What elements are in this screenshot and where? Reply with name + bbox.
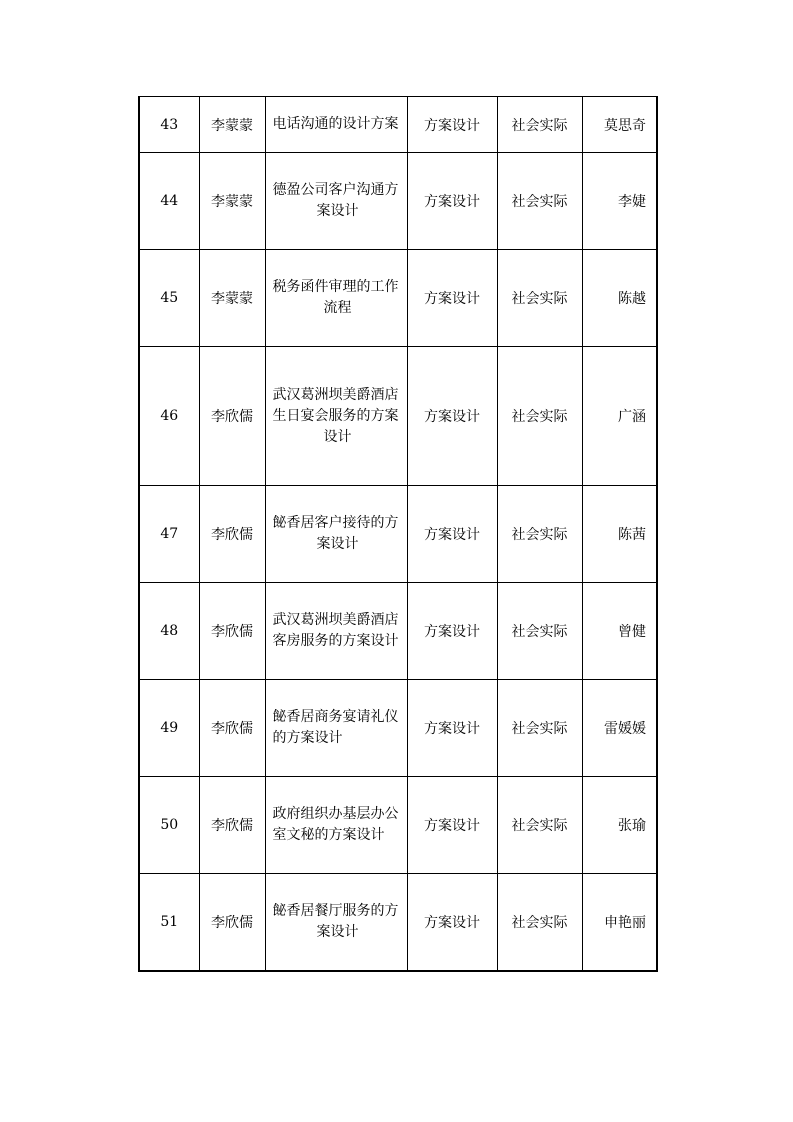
row-number-cell: 44 — [139, 153, 199, 250]
type-cell: 方案设计 — [407, 583, 497, 680]
row-number-cell: 50 — [139, 777, 199, 874]
student-cell: 张瑜 — [582, 777, 657, 874]
topic-table — [138, 96, 658, 972]
topic-line: 税务函件审理的工作 — [272, 279, 399, 295]
table-row — [139, 777, 657, 874]
topic-line: 客房服务的方案设计 — [272, 633, 399, 649]
topic-line: 武汉葛洲坝美爵酒店 — [272, 386, 399, 403]
teacher-cell: 李欣儒 — [199, 486, 265, 583]
source-cell: 社会实际 — [497, 874, 582, 971]
student-cell: 陈越 — [582, 250, 657, 347]
topic-line: 设计 — [323, 428, 352, 445]
topic-line: 室文秘的方案设计 — [272, 827, 385, 843]
student-cell: 李婕 — [582, 153, 657, 250]
topic-line: 武汉葛洲坝美爵酒店 — [272, 612, 399, 628]
topic-line: 政府组织办基层办公 — [272, 806, 399, 822]
table-row — [139, 874, 657, 971]
source-cell: 社会实际 — [497, 250, 582, 347]
table-row — [139, 153, 657, 250]
student-cell: 陈茜 — [582, 486, 657, 583]
table-row — [139, 347, 657, 486]
topic-line: 电话沟通的设计方案 — [272, 116, 399, 132]
type-cell: 方案设计 — [407, 680, 497, 777]
table-row — [139, 680, 657, 777]
type-cell: 方案设计 — [407, 250, 497, 347]
teacher-cell: 李蒙蒙 — [199, 250, 265, 347]
teacher-cell: 李欣儒 — [199, 583, 265, 680]
row-number-cell: 47 — [139, 486, 199, 583]
row-number-cell: 43 — [139, 97, 199, 153]
row-number-cell: 45 — [139, 250, 199, 347]
teacher-cell: 李蒙蒙 — [199, 153, 265, 250]
table-row — [139, 97, 657, 153]
topic-cell — [265, 680, 407, 777]
table-row — [139, 486, 657, 583]
teacher-cell: 李蒙蒙 — [199, 97, 265, 153]
table-body — [139, 97, 657, 971]
topic-cell — [265, 347, 407, 486]
source-cell: 社会实际 — [497, 486, 582, 583]
topic-cell — [265, 777, 407, 874]
source-cell: 社会实际 — [497, 583, 582, 680]
topic-line: 案设计 — [316, 203, 359, 219]
topic-cell — [265, 874, 407, 971]
type-cell: 方案设计 — [407, 153, 497, 250]
type-cell: 方案设计 — [407, 777, 497, 874]
source-cell: 社会实际 — [497, 347, 582, 486]
topic-line: 飶香居商务宴请礼仪 — [272, 709, 399, 725]
teacher-cell: 李欣儒 — [199, 777, 265, 874]
source-cell: 社会实际 — [497, 680, 582, 777]
topic-line: 飶香居客户接待的方 — [272, 515, 399, 531]
type-cell: 方案设计 — [407, 486, 497, 583]
topic-line: 案设计 — [316, 536, 359, 552]
topic-line: 生日宴会服务的方案 — [272, 407, 399, 424]
topic-line: 飶香居餐厅服务的方 — [272, 902, 399, 919]
student-cell: 广涵 — [582, 347, 657, 486]
student-cell: 申艳丽 — [582, 874, 657, 971]
teacher-cell: 李欣儒 — [199, 874, 265, 971]
row-number-cell: 49 — [139, 680, 199, 777]
topic-line: 案设计 — [316, 923, 359, 940]
topic-cell — [265, 583, 407, 680]
row-number-cell: 46 — [139, 347, 199, 486]
teacher-cell: 李欣儒 — [199, 347, 265, 486]
topic-line: 流程 — [323, 300, 352, 316]
topic-cell — [265, 153, 407, 250]
type-cell: 方案设计 — [407, 347, 497, 486]
row-number-cell: 51 — [139, 874, 199, 971]
source-cell: 社会实际 — [497, 777, 582, 874]
table-row — [139, 250, 657, 347]
topic-line: 德盈公司客户沟通方 — [272, 182, 399, 198]
teacher-cell: 李欣儒 — [199, 680, 265, 777]
topic-cell — [265, 486, 407, 583]
student-cell: 雷媛媛 — [582, 680, 657, 777]
source-cell: 社会实际 — [497, 97, 582, 153]
student-cell: 曾健 — [582, 583, 657, 680]
student-cell: 莫思奇 — [582, 97, 657, 153]
topic-line: 的方案设计 — [272, 730, 343, 746]
type-cell: 方案设计 — [407, 97, 497, 153]
source-cell: 社会实际 — [497, 153, 582, 250]
row-number-cell: 48 — [139, 583, 199, 680]
topic-cell — [265, 250, 407, 347]
topic-cell — [265, 97, 407, 153]
table-row — [139, 583, 657, 680]
type-cell: 方案设计 — [407, 874, 497, 971]
